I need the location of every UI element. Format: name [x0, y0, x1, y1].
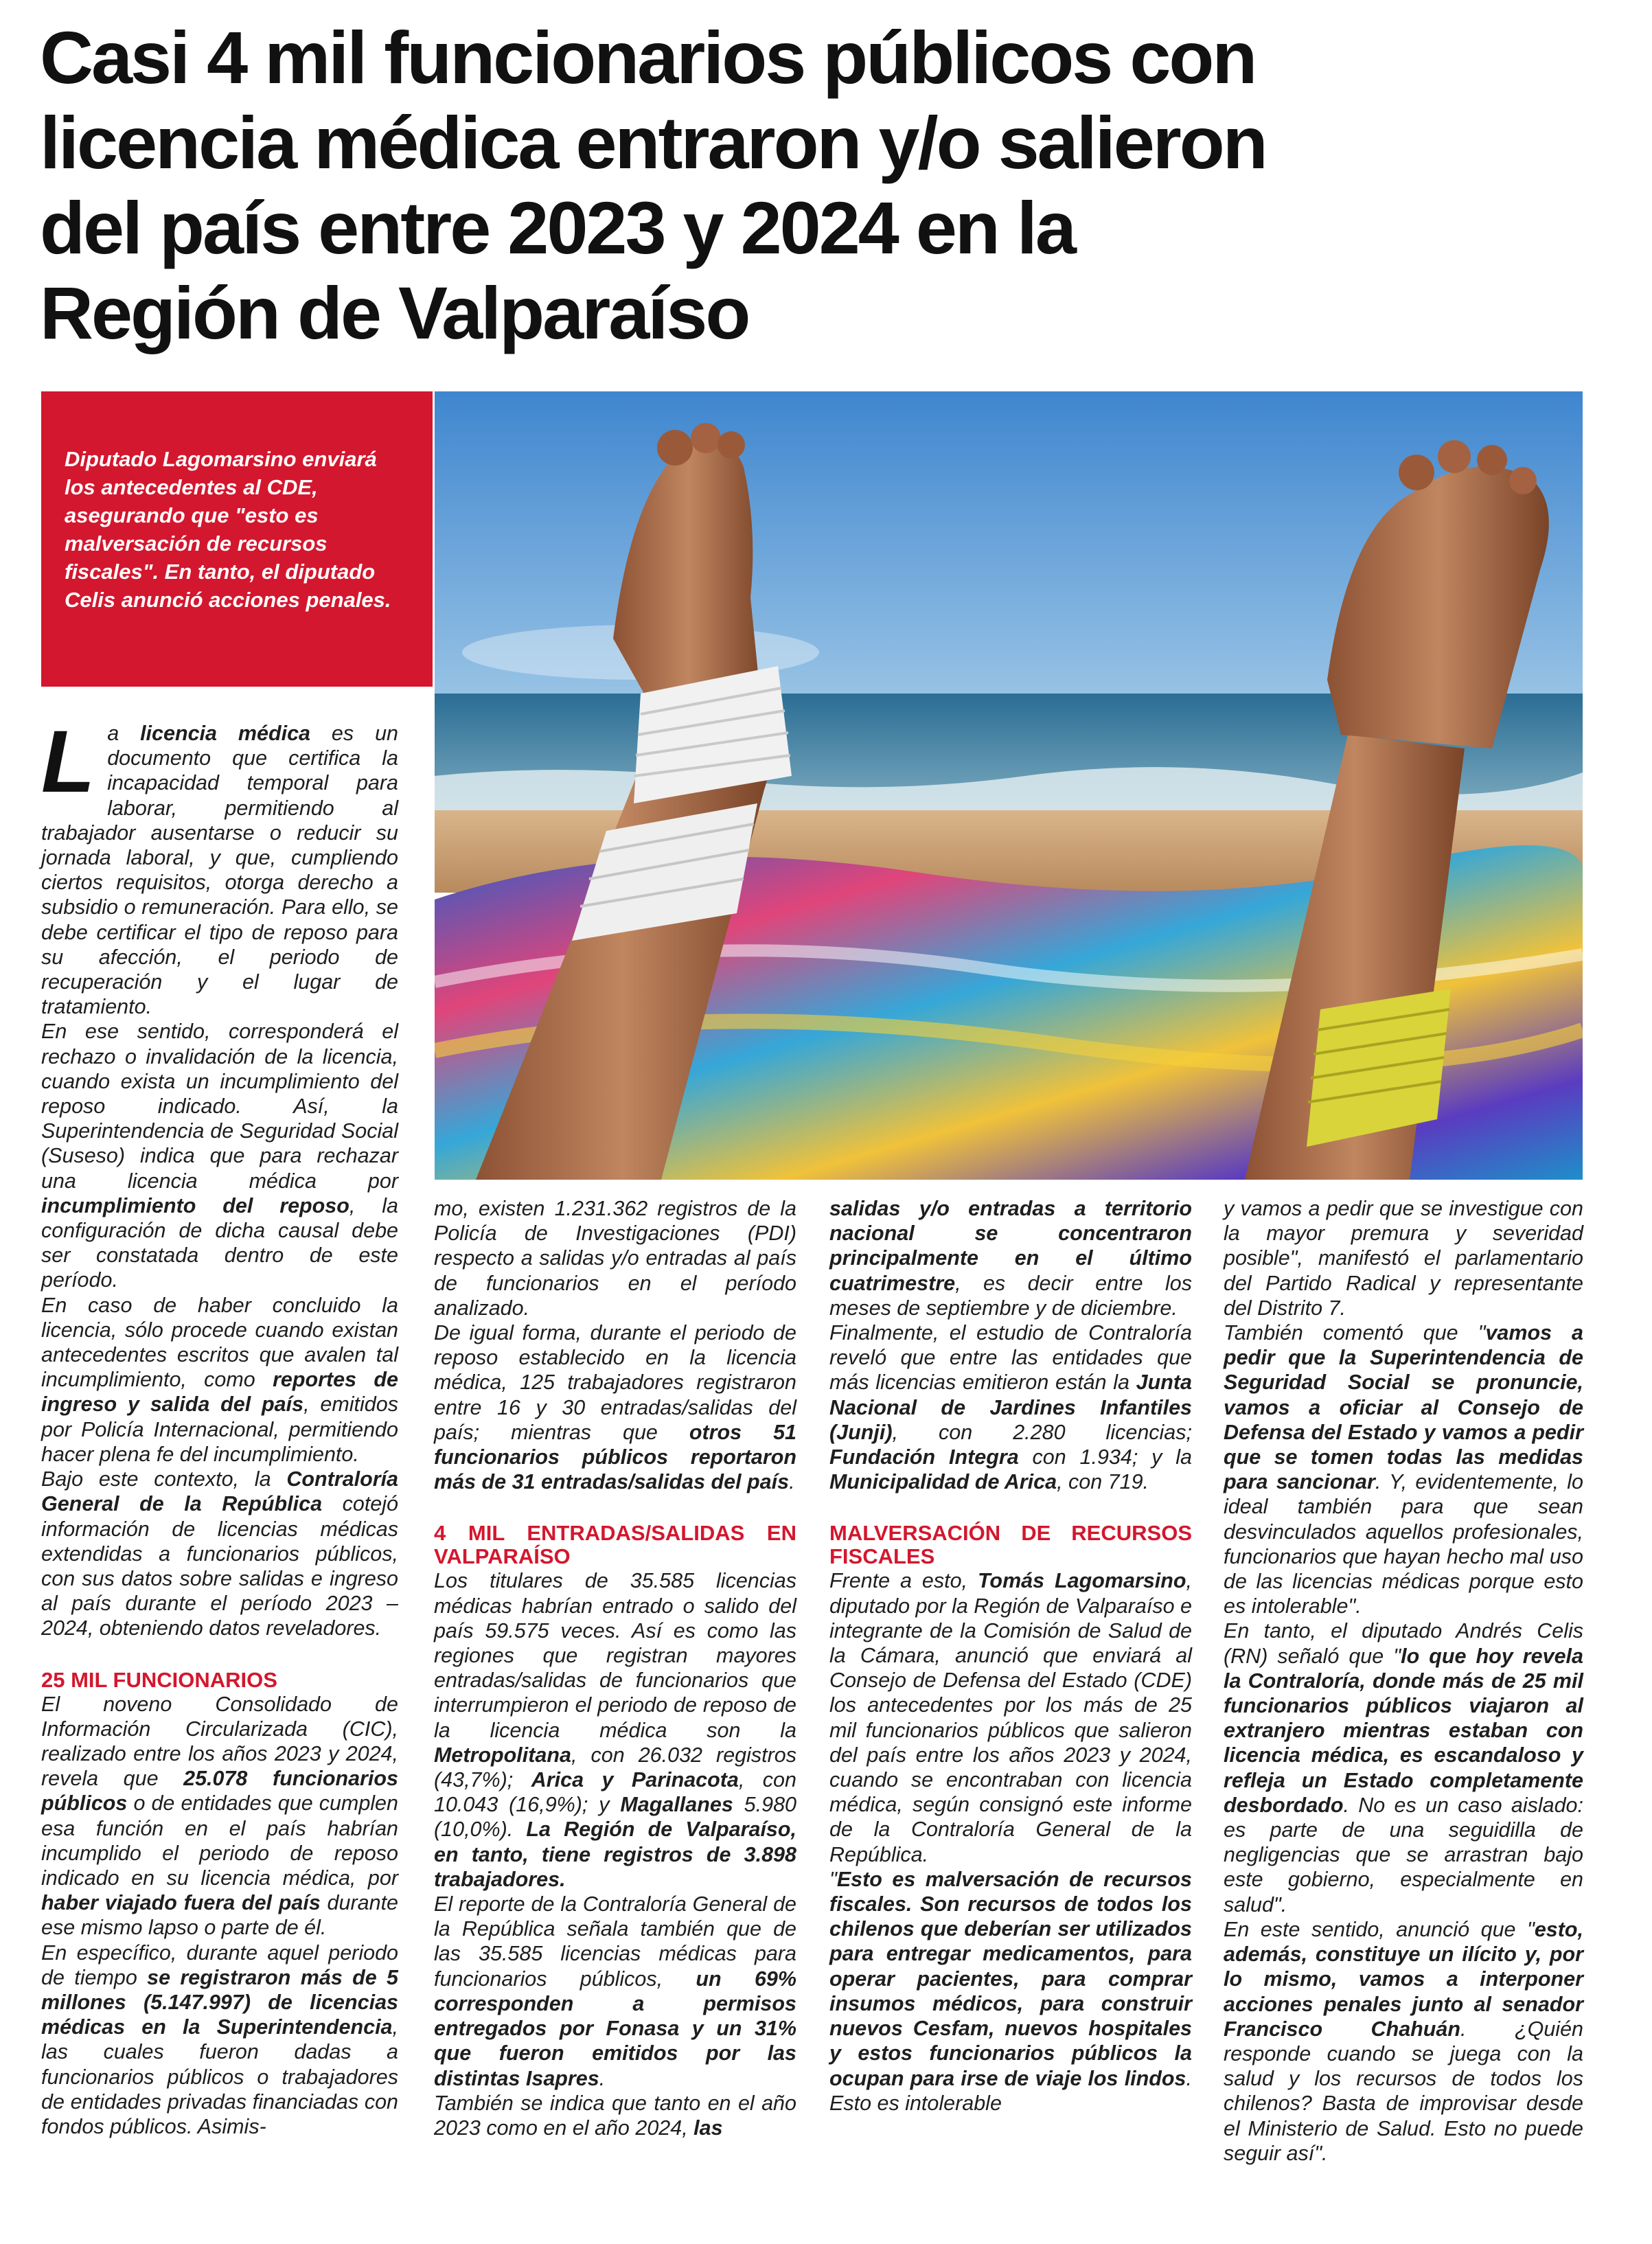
text: con 1.934; y la — [1018, 1445, 1192, 1469]
paragraph — [41, 1940, 398, 2140]
text-bold: se registraron más de 5 millones (5.147.997) de licencias médicas en la Superintendencia — [41, 1965, 398, 2039]
text-bold: Arica y Parinacota — [531, 1768, 739, 1792]
paragraph — [434, 1892, 796, 2091]
text-bold: un 69% corresponden a permisos entregados por Fonasa y un 31% que fueron emitidos por las distintas Isapres — [434, 1967, 796, 2090]
text: 5.980 (10,0%). — [434, 1793, 796, 1842]
text: , con 26.032 registros (43,7%); — [434, 1743, 796, 1792]
paragraph — [41, 1467, 398, 1640]
text-bold: Municipalidad de Arica — [829, 1470, 1057, 1494]
text: En ese sentido, corresponderá el rechazo o invalidación de la licencia, cuando exista un incumplimiento del reposo indicado. Así, la Superintendencia de Seguridad Social (Suseso) indica que para rechazar una licencia médica por — [41, 1020, 398, 1193]
section-heading: 25 MIL FUNCIONARIOS — [41, 1667, 277, 1692]
text-bold: La Región de Valparaíso, en tanto, tiene registros de 3.898 trabajadores. — [434, 1818, 797, 1891]
headline-line: del país entre 2023 y 2024 en la — [40, 186, 1075, 269]
headline-line: licencia médica entraron y/o salieron — [40, 101, 1266, 184]
text: En este sentido, anunció que " — [1224, 1917, 1535, 1941]
article-column-2 — [434, 1196, 796, 2140]
text: También se indica que tanto en el año 2023 como en el año 2024, — [434, 2091, 796, 2140]
text: , la configuración de dicha causal debe ser constatada dentro de este período. — [41, 1193, 399, 1292]
text: . Esto es intolerable — [829, 2066, 1192, 2115]
text: . — [599, 2066, 606, 2090]
text: . ¿Quién responde cuando se juega con la salud y los recursos de todos los chilenos? Basta de improvisar desde el Ministerio de Salud. Esto no puede seguir así". — [1224, 2017, 1583, 2165]
text: . No es un caso aislado: es parte de una seguidilla de negligencias que se arrastran bajo este gobierno, especialmente en salud". — [1224, 1793, 1583, 1916]
text-bold: las — [693, 2116, 723, 2140]
paragraph — [1224, 1618, 1583, 1916]
drop-cap: L — [41, 713, 95, 811]
paragraph — [434, 2091, 796, 2140]
paragraph — [829, 1196, 1192, 1320]
text: Bajo este contexto, la — [41, 1467, 287, 1491]
text: cotejó información de licencias médicas extendidas a funcionarios públicos, con sus datos sobre salidas e ingreso al país durante el período 2023 – 2024, obteniendo datos reveladores. — [41, 1492, 398, 1640]
article-column-3 — [829, 1196, 1192, 2116]
text: Los titulares de 35.585 licencias médicas habrían entrado o salido del país 59.575 veces. Así es como las regiones que registran mayores entradas/salidas de funcionarios que interrumpieron el periodo de reposo de la licencia médica son la — [434, 1569, 796, 1742]
text: , diputado por la Región de Valparaíso e integrante de la Comisión de Salud de la Cámara, anunció que enviará al Consejo de Defensa del Estado (CDE) los antecedentes por los más de 25 mil funcionarios públicos que salieron del país entre los años 2023 y 2024, cuando se encontraban con licencia médica, según consignó este informe de la Contraloría General de la República. — [829, 1569, 1192, 1866]
beach-feet-image — [435, 391, 1583, 1180]
paragraph — [41, 1692, 398, 1940]
paragraph — [1224, 1917, 1583, 2166]
text: Frente a esto, — [829, 1569, 978, 1593]
text: es un documento que certifica la incapacidad temporal para laborar, permitiendo al trabajador ausentarse o reducir su jornada laboral, y que, cumpliendo ciertos requisitos, otorga derecho a subsidio o remuneración. Para ello, se debe certificar el tipo de reposo para su afección, el periodo de recuperación y el lugar de tratamiento. — [41, 722, 398, 1019]
text: o de entidades que cumplen esa función en el país habrían incumplido el periodo de reposo indicado en su licencia médica, por — [41, 1791, 398, 1890]
paragraph — [434, 1320, 796, 1494]
text: , con 2.280 licencias; — [892, 1420, 1192, 1444]
text: En específico, durante aquel periodo de tiempo — [41, 1940, 398, 1989]
text: También comentó que " — [1224, 1321, 1486, 1345]
paragraph — [1224, 1320, 1583, 1618]
text-bold: Tomás Lagomarsino — [977, 1569, 1186, 1593]
text-bold: otros 51 funcionarios públicos reportaron más de 31 entradas/salidas del país — [434, 1420, 796, 1494]
text: Finalmente, el estudio de Contraloría reveló que entre las entidades que más licencias emitieron están la — [829, 1321, 1192, 1395]
text-bold: incumplimiento del reposo — [41, 1193, 349, 1217]
text-bold: licencia médica — [140, 722, 311, 745]
article-column-4 — [1224, 1196, 1583, 2166]
text-bold: Esto es malversación de recursos fiscales. Son recursos de todos los chilenos que deberían ser utilizados para entregar medicamentos, para operar pacientes, para comprar insumos médicos, para construir nuevos Cesfam, nuevos hospitales y estos funcionarios públicos la ocupan para irse de viaje los lindos — [829, 1867, 1192, 2090]
text-bold: Fundación Integra — [829, 1445, 1019, 1469]
text: De igual forma, durante el periodo de reposo establecido en la licencia médica, 125 trabajadores registraron entre 16 y 30 entradas/salidas del país; mientras que — [434, 1321, 796, 1444]
article-column-1 — [41, 713, 399, 2139]
text: , con 719. — [1057, 1470, 1149, 1494]
text: , las cuales fueron dadas a funcionarios públicos o trabajadores de entidades privadas financiadas con fondos públicos. Asimis- — [41, 2015, 398, 2138]
text: , con 10.043 (16,9%); y — [434, 1768, 796, 1817]
headline-line: Región de Valparaíso — [40, 271, 749, 354]
paragraph — [41, 1293, 398, 1467]
paragraph — [829, 1568, 1192, 1866]
text: " — [829, 1867, 837, 1891]
text-bold: esto, además, constituye un ilícito y, por lo mismo, vamos a interponer acciones penales junto al senador Francisco Chahuán — [1224, 1917, 1583, 2041]
text-bold: 25.078 funcionarios públicos — [41, 1767, 398, 1816]
paragraph: y vamos a pedir que se investigue con la mayor premura y severidad posible", manifestó el parlamentario del Partido Radical y representante del Distrito 7. — [1224, 1197, 1583, 1320]
text: . Y, evidentemente, lo ideal también para que sean desvinculados aquellos profesionales, funcionarios que hayan hecho mal uso de las licencias médicas porque esto es intolerable". — [1224, 1470, 1583, 1618]
paragraph — [41, 1019, 398, 1292]
paragraph — [434, 1568, 796, 1892]
paragraph — [829, 1320, 1192, 1494]
text-bold: vamos a pedir que la Superintendencia de Seguridad Social se pronuncie, vamos a oficiar al Consejo de Defensa del Estado y vamos a pedir que se tomen todas las medidas para sancionar — [1224, 1321, 1583, 1494]
text: En tanto, el diputado Andrés Celis (RN) señaló que " — [1224, 1619, 1583, 1668]
text: a — [107, 722, 141, 745]
text: , es decir entre los meses de septiembre y de diciembre. — [829, 1271, 1192, 1320]
text: . — [789, 1470, 795, 1494]
text-bold: lo que hoy revela la Contraloría, donde más de 25 mil funcionarios públicos viajaron al extranjero mientras estaban con licencia médica, es escandaloso y refleja un Estado completamente desbordado — [1224, 1644, 1583, 1817]
lead-box — [41, 391, 433, 687]
text-bold: reportes de ingreso y salida del país — [41, 1368, 398, 1417]
text: El reporte de la Contraloría General de la República señala también que de las 35.585 licencias médicas para funcionarios públicos, — [434, 1892, 796, 1991]
article-photo — [435, 391, 1583, 1180]
text: durante ese mismo lapso o parte de él. — [41, 1891, 398, 1940]
text-bold: Junta Nacional de Jardines Infantiles (Junji) — [829, 1371, 1192, 1444]
section-heading: 4 MIL ENTRADAS/SALIDAS EN VALPARAÍSO — [434, 1521, 796, 1569]
text-bold: Metropolitana — [434, 1743, 571, 1767]
headline-line: Casi 4 mil funcionarios públicos con — [40, 16, 1256, 99]
text-bold: Contraloría General de la República — [41, 1467, 398, 1516]
paragraph — [829, 1867, 1192, 2116]
paragraph — [41, 713, 398, 1019]
headline — [40, 15, 1612, 356]
text: El noveno Consolidado de Información Circularizada (CIC), realizado entre los años 2023 y 2024, revela que — [41, 1692, 398, 1791]
paragraph: mo, existen 1.231.362 registros de la Policía de Investigaciones (PDI) respecto a salidas y/o entradas al país de funcionarios en el período analizado. — [434, 1197, 796, 1320]
text-bold: Magallanes — [620, 1793, 733, 1817]
section-heading: MALVERSACIÓN DE RECURSOS FISCALES — [829, 1521, 1192, 1569]
text-bold: salidas y/o entradas a territorio nacional se concentraron principalmente en el último cuatrimestre — [829, 1197, 1192, 1295]
text: , emitidos por Policía Internacional, permitiendo hacer plena fe del incumplimiento. — [41, 1393, 398, 1466]
text: En caso de haber concluido la licencia, sólo procede cuando existan antecedentes escritos que avalen tal incumplimiento, como — [41, 1293, 398, 1392]
lead-text: Diputado Lagomarsino enviará los antecedentes al CDE, asegurando que "esto es malversación de recursos fiscales". En tanto, el diputado Celis anunció acciones penales. — [65, 447, 391, 612]
text-bold: haber viajado fuera del país — [41, 1891, 321, 1915]
